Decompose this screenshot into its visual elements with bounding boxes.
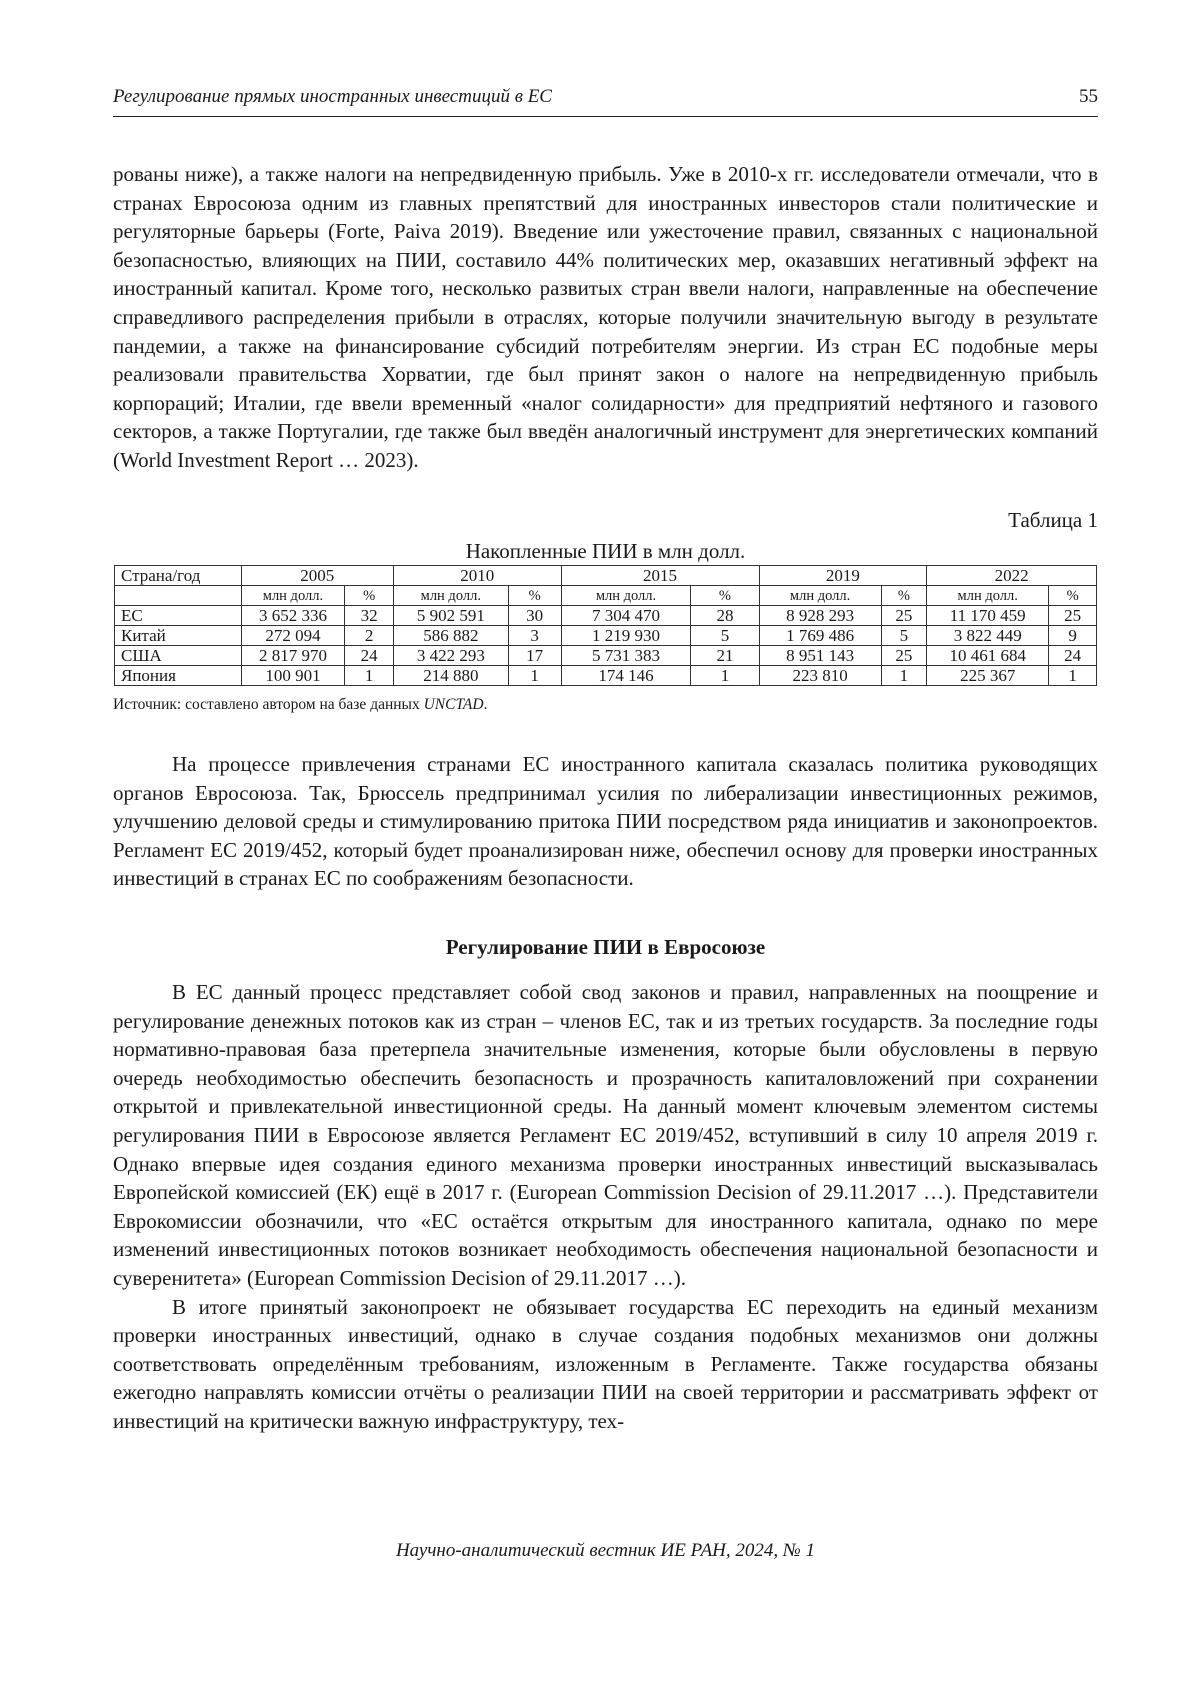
table-cell: 3 822 449 [927,626,1049,646]
running-header [113,86,1098,117]
fdi-table [114,565,1097,686]
table-cell: 1 [1049,666,1097,686]
table-cell: 8 928 293 [759,606,881,626]
running-title: Регулирование прямых иностранных инвестиций в ЕС [113,86,552,107]
unit-header: млн долл. [241,586,345,606]
country-cell: США [115,646,242,666]
unit-header: млн долл. [927,586,1049,606]
table-cell: 25 [881,646,926,666]
unit-header: % [345,586,394,606]
table-label: Таблица 1 [1008,508,1098,532]
table-year-row [115,566,1097,586]
table-cell: 21 [691,646,759,666]
table-cell: 3 422 293 [394,646,509,666]
year-header: 2010 [394,566,562,586]
table-cell: 25 [1049,606,1097,626]
table-cell: 7 304 470 [561,606,691,626]
table-cell: 223 810 [759,666,881,686]
table-cell: 8 951 143 [759,646,881,666]
unit-header: млн долл. [759,586,881,606]
table-cell: 5 731 383 [561,646,691,666]
table-cell: 272 094 [241,626,345,646]
table-cell: 30 [508,606,561,626]
section-heading: Регулирование ПИИ в Евросоюзе [445,935,766,959]
year-header: 2015 [561,566,759,586]
table-cell: 214 880 [394,666,509,686]
paragraph: рованы ниже), а также налоги на непредвиденную прибыль. Уже в 2010-х гг. исследователи отмечали, что в странах Евросоюза одним из главных препятствий для иностранных инвесторов стали политические и регуляторные барьеры (Forte, Paiva 2019). Введение или ужесточение правил, связанных с национальной безопасностью, влияющих на ПИИ, составило 44% политических мер, оказавших негативный эффект на иностранный капитал. Кроме того, несколько развитых стран ввели налоги, направленные на обеспечение справедливого распределения прибыли в отраслях, которые получили значительную выгоду в результате пандемии, а также на финансирование субсидий потребителям энергии. Из стран ЕС подобные меры реализовали правительства Хорватии, где был принят закон о налоге на непредвиденную прибыль корпораций; Италии, где ввели временный «налог солидарности» для предприятий нефтяного и газового секторов, а также Португалии, где также был введён аналогичный инструмент для энергетических компаний (World Investment Report … 2023). [113,162,1098,472]
table-cell: 225 367 [927,666,1049,686]
paragraph: В ЕС данный процесс представляет собой свод законов и правил, направленных на поощрение и регулирование денежных потоков как из стран – членов ЕС, так и из третьих государств. За последние годы нормативно-правовая база претерпела значительные изменения, которые были обусловлены в первую очередь необходимостью обеспечить безопасность и прозрачность капиталовложений при сохранении открытой и привлекательной инвестиционной среды. На данный момент ключевым элементом системы регулирования ПИИ в Евросоюзе является Регламент ЕС 2019/452, вступивший в силу 10 апреля 2019 г. Однако впервые идея создания единого механизма проверки иностранных инвестиций высказывалась Европейской комиссией (ЕК) ещё в 2017 г. (European Commission Decision of 29.11.2017 …). Представители Еврокомиссии обозначили, что «ЕС остаётся открытым для иностранного капитала, однако по мере изменений инвестиционных потоков возникает необходимость обеспечения национальной безопасности и суверенитета» (European Commission Decision of 29.11.2017 …). [113,980,1098,1290]
table-cell: 2 817 970 [241,646,345,666]
table-cell: 11 170 459 [927,606,1049,626]
table-row [115,646,1097,666]
table-cell: 9 [1049,626,1097,646]
body-text-top [113,160,1098,475]
country-cell: Китай [115,626,242,646]
body-text-bottom [113,978,1098,1436]
table-cell: 24 [345,646,394,666]
year-header: 2022 [927,566,1097,586]
year-header: 2005 [241,566,393,586]
year-header: 2019 [759,566,927,586]
corner-header: Страна/год [115,566,242,586]
table-cell: 10 461 684 [927,646,1049,666]
table-cell: 1 [508,666,561,686]
source-database: UNCTAD [423,696,484,713]
table-cell: 1 [881,666,926,686]
unit-header: % [508,586,561,606]
table-cell: 24 [1049,646,1097,666]
table-cell: 586 882 [394,626,509,646]
table-cell: 17 [508,646,561,666]
table-cell: 5 902 591 [394,606,509,626]
paragraph: На процессе привлечения странами ЕС иностранного капитала сказалась политика руководящих органов Евросоюза. Так, Брюссель предпринимал усилия по либерализации инвестиционных режимов, улучшению деловой среды и стимулированию притока ПИИ посредством ряда инициатив и законопроектов. Регламент ЕС 2019/452, который будет проанализирован ниже, обеспечил основу для проверки иностранных инвестиций в странах ЕС по соображениям безопасности. [113,752,1098,891]
table-cell: 100 901 [241,666,345,686]
table-cell: 32 [345,606,394,626]
table-cell: 174 146 [561,666,691,686]
table-cell: 5 [691,626,759,646]
unit-header: % [691,586,759,606]
table-row [115,626,1097,646]
table-cell: 1 219 930 [561,626,691,646]
source-text: Источник: составлено автором на базе данных [113,696,424,713]
body-text-middle [113,750,1098,893]
table-cell: 3 [508,626,561,646]
unit-header: млн долл. [561,586,691,606]
table-cell: 3 652 336 [241,606,345,626]
table-caption: Накопленные ПИИ в млн долл. [465,539,746,563]
table-cell: 1 769 486 [759,626,881,646]
page-number: 55 [1079,86,1098,107]
journal-footer: Научно-аналитический вестник ИЕ РАН, 2024, № 1 [395,1540,816,1561]
source-period: . [483,696,488,713]
table-cell: 1 [345,666,394,686]
empty-cell [115,586,242,606]
table-cell: 2 [345,626,394,646]
country-cell: Япония [115,666,242,686]
table-cell: 28 [691,606,759,626]
unit-header: млн долл. [394,586,509,606]
paragraph: В итоге принятый законопроект не обязывает государства ЕС переходить на единый механизм проверки иностранных инвестиций, однако в случае создания подобных механизмов они должны соответствовать определённым требованиям, изложенным в Регламенте. Также государства обязаны ежегодно направлять комиссии отчёты о реализации ПИИ на своей территории и рассматривать эффект от инвестиций на критически важную инфраструктуру, тех- [113,1294,1098,1433]
table-cell: 5 [881,626,926,646]
unit-header: % [1049,586,1097,606]
table-unit-row [115,586,1097,606]
table-row [115,606,1097,626]
unit-header: % [881,586,926,606]
country-cell: ЕС [115,606,242,626]
table-source-note [113,696,487,714]
table-cell: 1 [691,666,759,686]
table-cell: 25 [881,606,926,626]
table-row [115,666,1097,686]
